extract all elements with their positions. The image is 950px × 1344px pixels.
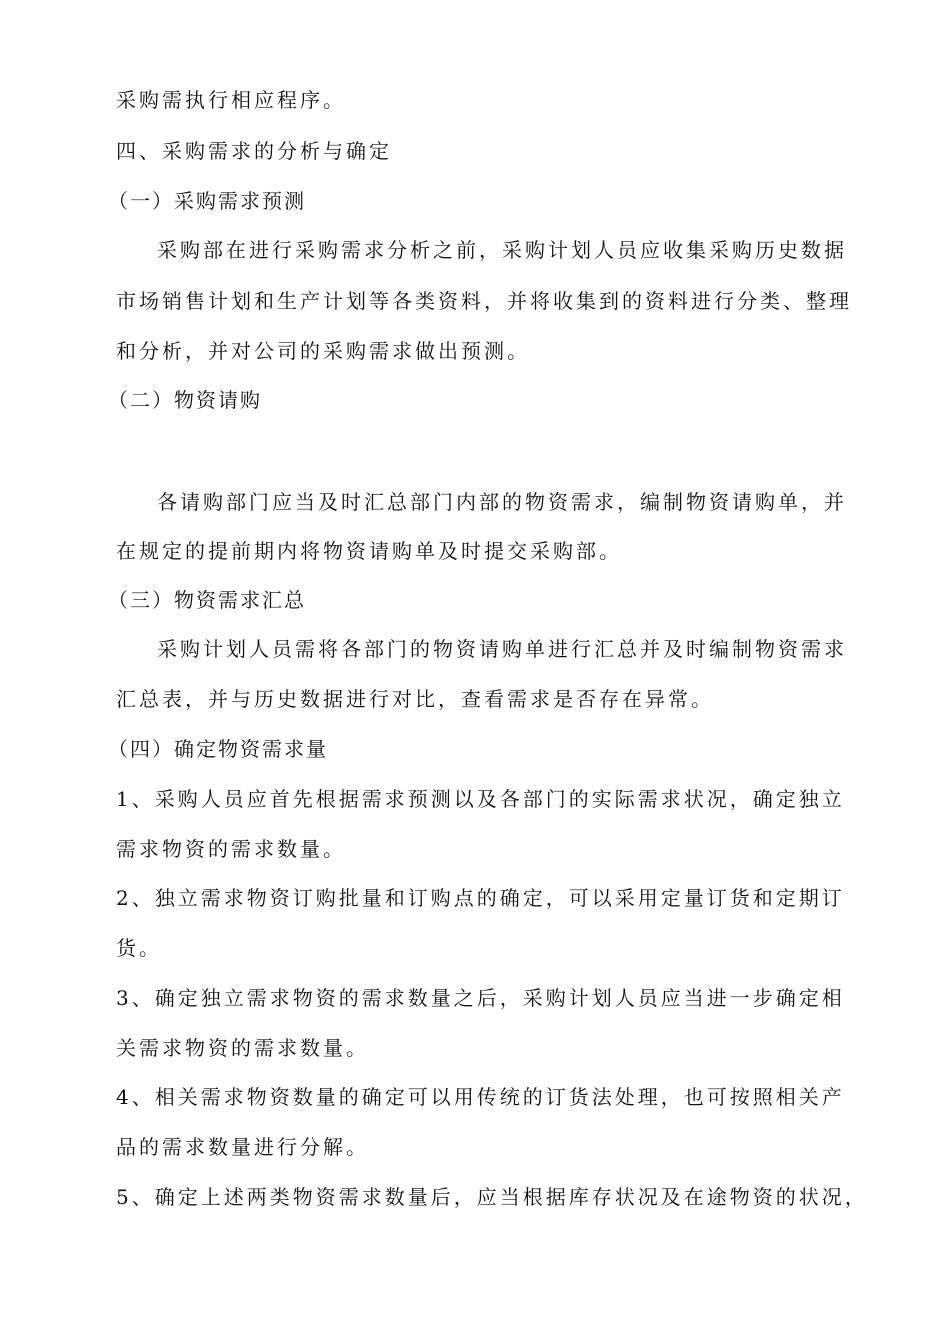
item-4-line-1: 4、相关需求物资数量的确定可以用传统的订货法处理，也可按照相关产 (116, 1085, 845, 1109)
paragraph-1-line-1: 采购部在进行采购需求分析之前，采购计划人员应收集采购历史数据 (157, 238, 847, 262)
subsection-heading-4: （四）确定物资需求量 (108, 737, 328, 761)
subsection-heading-1: （一）采购需求预测 (108, 189, 306, 213)
item-1-line-2: 需求物资的需求数量。 (116, 837, 346, 861)
paragraph-3-line-1: 采购计划人员需将各部门的物资请购单进行汇总并及时编制物资需求 (157, 637, 847, 661)
text-line-continuation: 采购需执行相应程序。 (116, 88, 346, 112)
paragraph-3-line-2: 汇总表，并与历史数据进行对比，查看需求是否存在异常。 (116, 687, 714, 711)
item-3-line-2: 关需求物资的需求数量。 (116, 1036, 369, 1060)
item-2-line-1: 2、独立需求物资订购批量和订购点的确定，可以采用定量订货和定期订 (116, 886, 845, 910)
item-1-line-1: 1、采购人员应首先根据需求预测以及各部门的实际需求状况，确定独立 (116, 787, 845, 811)
paragraph-2-line-1: 各请购部门应当及时汇总部门内部的物资需求，编制物资请购单，并 (157, 490, 847, 514)
section-heading-4: 四、采购需求的分析与确定 (116, 139, 392, 163)
paragraph-2-line-2: 在规定的提前期内将物资请购单及时提交采购部。 (116, 539, 622, 563)
item-3-line-1: 3、确定独立需求物资的需求数量之后，采购计划人员应当进一步确定相 (116, 986, 845, 1010)
item-4-line-2: 品的需求数量进行分解。 (116, 1135, 369, 1159)
item-5-line-1: 5、确定上述两类物资需求数量后，应当根据库存状况及在途物资的状况， (116, 1185, 868, 1209)
item-2-line-2: 货。 (116, 936, 162, 960)
paragraph-1-line-2: 市场销售计划和生产计划等各类资料，并将收集到的资料进行分类、整理 (116, 289, 852, 313)
paragraph-1-line-3: 和分析，并对公司的采购需求做出预测。 (116, 339, 530, 363)
subsection-heading-2: （二）物资请购 (108, 388, 262, 412)
subsection-heading-3: （三）物资需求汇总 (108, 588, 306, 612)
